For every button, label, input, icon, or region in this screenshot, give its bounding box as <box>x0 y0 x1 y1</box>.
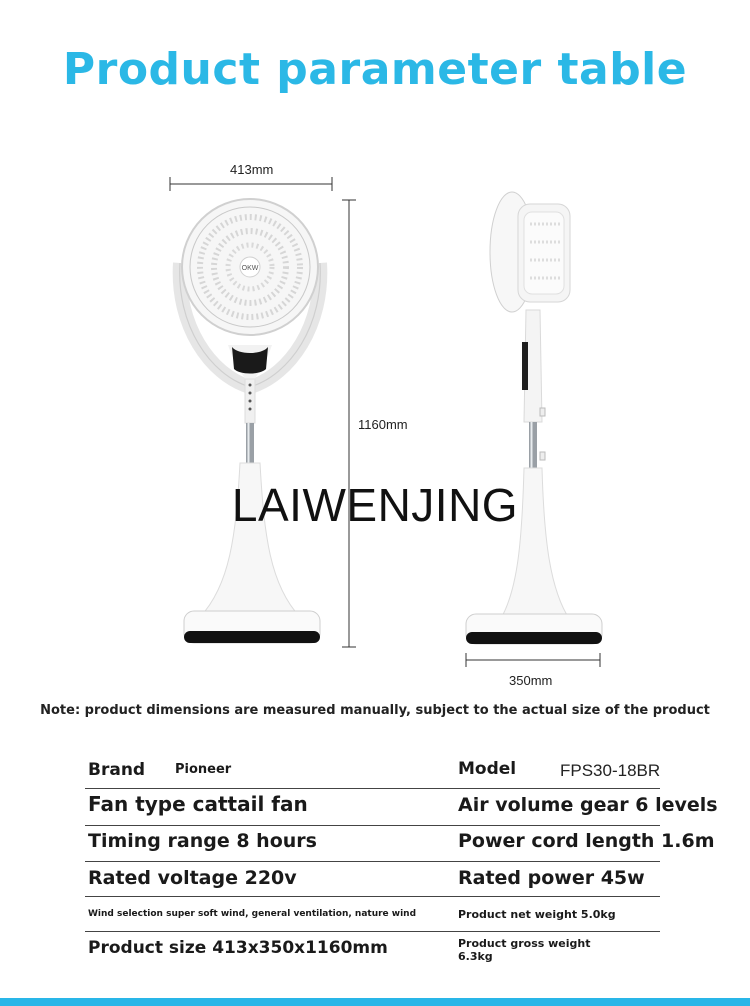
product-size: Product size 413x350x1160mm <box>88 938 388 958</box>
height-dimension: 1160mm <box>358 417 408 432</box>
depth-dimension: 350mm <box>509 673 553 688</box>
model-value: FPS30-18BR <box>560 761 661 780</box>
watermark-text: LAIWENJING <box>231 479 519 531</box>
row-divider <box>85 861 660 862</box>
fan-logo: OKW <box>241 265 259 272</box>
air-volume: Air volume gear 6 levels <box>458 794 718 816</box>
page-title: Product parameter table <box>62 44 688 95</box>
row-divider <box>85 896 660 897</box>
model-label: Model <box>458 759 517 779</box>
brand-value: Pioneer <box>175 762 232 777</box>
timing-range: Timing range 8 hours <box>88 830 317 852</box>
width-dimension: 413mm <box>230 162 274 177</box>
dimension-note: Note: product dimensions are measured manually, subject to the actual size of the product <box>40 703 710 718</box>
gross-weight: Product gross weight 6.3kg <box>458 937 591 963</box>
net-weight: Product net weight 5.0kg <box>458 908 616 921</box>
fan-type: Fan type cattail fan <box>88 792 308 816</box>
row-divider <box>85 788 660 789</box>
row-divider <box>85 825 660 826</box>
row-divider <box>85 931 660 932</box>
fan-front-view <box>150 155 390 655</box>
bottom-accent-bar <box>0 998 750 1006</box>
rated-power: Rated power 45w <box>458 867 645 889</box>
power-cord: Power cord length 1.6m <box>458 830 715 852</box>
fan-side-view <box>460 190 610 690</box>
rated-voltage: Rated voltage 220v <box>88 867 297 889</box>
brand-label: Brand <box>88 760 146 780</box>
wind-selection: Wind selection super soft wind, general ventilation, nature wind <box>88 909 417 919</box>
